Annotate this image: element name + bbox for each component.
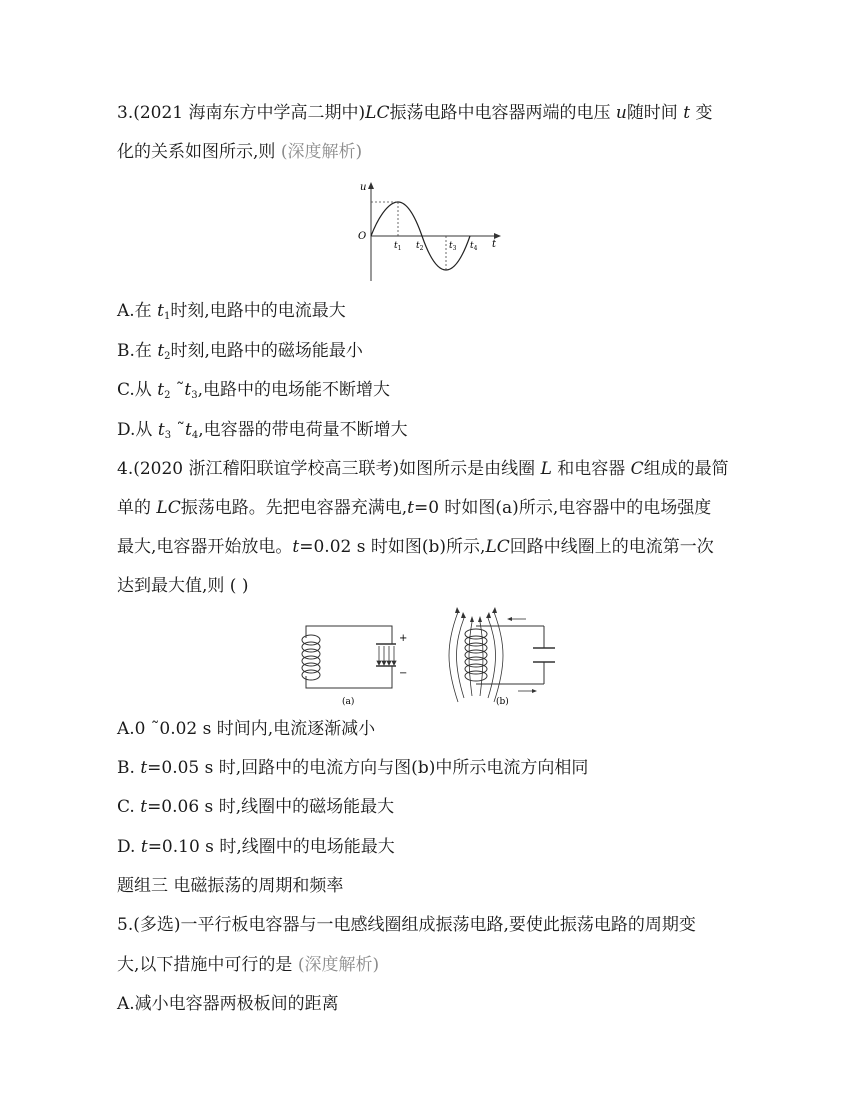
q4-text: 振荡电路。先把电容器充满电,: [180, 498, 408, 518]
opt-var: t: [140, 797, 148, 817]
voltage-time-graph: [352, 180, 512, 285]
t2-label: $t_2$: [416, 241, 424, 252]
q4-option-c[interactable]: [117, 795, 394, 819]
opt-text: C.: [117, 797, 141, 817]
section-heading: 题组三 电磁振荡的周期和频率: [117, 876, 344, 896]
q4-C: C: [630, 459, 644, 479]
q4-option-d[interactable]: [117, 835, 395, 859]
q3-u: u: [615, 103, 627, 123]
q3-option-d[interactable]: [117, 418, 408, 448]
q4-lc: LC: [485, 537, 510, 557]
opt-var: t: [140, 837, 148, 857]
q5-text: 大,以下措施中可行的是: [117, 955, 298, 975]
u-axis-arrow: [368, 182, 374, 189]
q3-option-c[interactable]: [117, 378, 390, 408]
opt-text: C.从: [117, 380, 158, 400]
q3-text3: 变: [690, 103, 713, 123]
opt-var: t: [157, 341, 165, 361]
opt-sub: 2: [164, 351, 171, 362]
opt-text: 时刻,电路中的电流最大: [170, 301, 346, 321]
figure-a-label: (a): [342, 697, 355, 707]
opt-tilde: ˜: [170, 380, 185, 400]
opt-var: t: [184, 420, 192, 440]
opt-text: ,电路中的电场能不断增大: [197, 380, 390, 400]
deep-analysis-link[interactable]: (深度解析): [280, 142, 363, 162]
q4-stem-line2: [117, 496, 711, 520]
opt-text: A.在: [117, 301, 158, 321]
opt-sub: 2: [164, 390, 171, 401]
q3-source: 3.(2021 海南东方中学高二期中): [117, 103, 366, 123]
opt-var: t: [157, 420, 165, 440]
opt-text: B.: [117, 758, 141, 778]
minus-sign: −: [399, 668, 408, 679]
q4-text: 回路中线圈上的电流第一次: [509, 537, 714, 557]
opt-tilde: ˜: [171, 420, 185, 440]
q3-option-b[interactable]: [117, 339, 363, 369]
plus-sign: +: [399, 633, 408, 644]
q4-option-b[interactable]: [117, 756, 588, 780]
opt-var: t: [157, 380, 165, 400]
q4-stem-line3: [117, 535, 714, 559]
q3-text: 振荡电路中电容器两端的电压: [389, 103, 616, 123]
q3-stem-line2: [117, 140, 362, 164]
opt-var: t: [157, 301, 164, 321]
q4-text: =0.02 s 时如图(b)所示,: [299, 537, 486, 557]
q3-stem-line1: [117, 101, 712, 125]
opt-text: D.从: [117, 420, 158, 440]
opt-text: =0.10 s 时,线圈中的电场能最大: [147, 837, 395, 857]
opt-var: t: [140, 758, 148, 778]
opt-sub: 4: [191, 430, 199, 441]
opt-sub: 3: [164, 430, 172, 441]
q4-text: 和电容器: [551, 459, 631, 479]
origin-label: O: [358, 231, 367, 242]
lc-circuit-figure-b: [446, 604, 566, 710]
t4-label: $t_4$: [470, 241, 478, 252]
q4-text: 4.(2020 浙江稽阳联谊学校高三联考)如图所示是由线圈: [117, 459, 541, 479]
q5-stem-line2: [117, 953, 379, 977]
q3-lc: LC: [365, 103, 390, 123]
deep-analysis-link[interactable]: (深度解析): [297, 955, 380, 975]
u-axis-label: u: [360, 182, 367, 193]
lc-circuit-figure-a: [296, 614, 426, 710]
q4-t: t: [407, 498, 414, 518]
q3-option-a[interactable]: [117, 299, 346, 329]
t3-label: $t_3$: [449, 241, 457, 252]
q5-stem-line1: 5.(多选)一平行板电容器与一电感线圈组成振荡电路,要使此振荡电路的周期变: [117, 915, 696, 935]
q4-L: L: [540, 459, 552, 479]
q3-text2: 随时间: [626, 103, 684, 123]
q4-stem-line1: [117, 457, 729, 481]
q5-option-a[interactable]: A.减小电容器两极板间的距离: [117, 994, 339, 1014]
opt-text: =0.05 s 时,回路中的电流方向与图(b)中所示电流方向相同: [147, 758, 589, 778]
opt-sub: 3: [191, 390, 198, 401]
figure-b-label: (b): [496, 697, 509, 707]
field-arrowheads: [455, 607, 497, 622]
coil-icon: [465, 629, 487, 681]
t1-label: $t_1$: [394, 241, 402, 252]
q3-text4: 化的关系如图所示,则: [117, 142, 281, 162]
q3-t: t: [683, 103, 691, 123]
q4-text: 组成的最简: [643, 459, 729, 479]
opt-text: 时刻,电路中的磁场能最小: [170, 341, 363, 361]
opt-text: ,电容器的带电荷量不断增大: [198, 420, 408, 440]
q4-t: t: [292, 537, 300, 557]
opt-var: t: [184, 380, 192, 400]
opt-sub: 1: [163, 311, 171, 322]
opt-text: B.在: [117, 341, 158, 361]
opt-text: =0.06 s 时,线圈中的磁场能最大: [147, 797, 395, 817]
q4-text: =0 时如图(a)所示,电容器中的电场强度: [413, 498, 712, 518]
t-axis-label: t: [492, 239, 497, 250]
q4-lc: LC: [156, 498, 181, 518]
opt-text: D.: [117, 837, 141, 857]
q4-text: 单的: [117, 498, 157, 518]
q4-option-a[interactable]: A.0 ˜0.02 s 时间内,电流逐渐减小: [117, 719, 376, 739]
q4-stem-line4: 达到最大值,则 ( ): [117, 576, 249, 596]
q4-text: 最大,电容器开始放电。: [117, 537, 293, 557]
